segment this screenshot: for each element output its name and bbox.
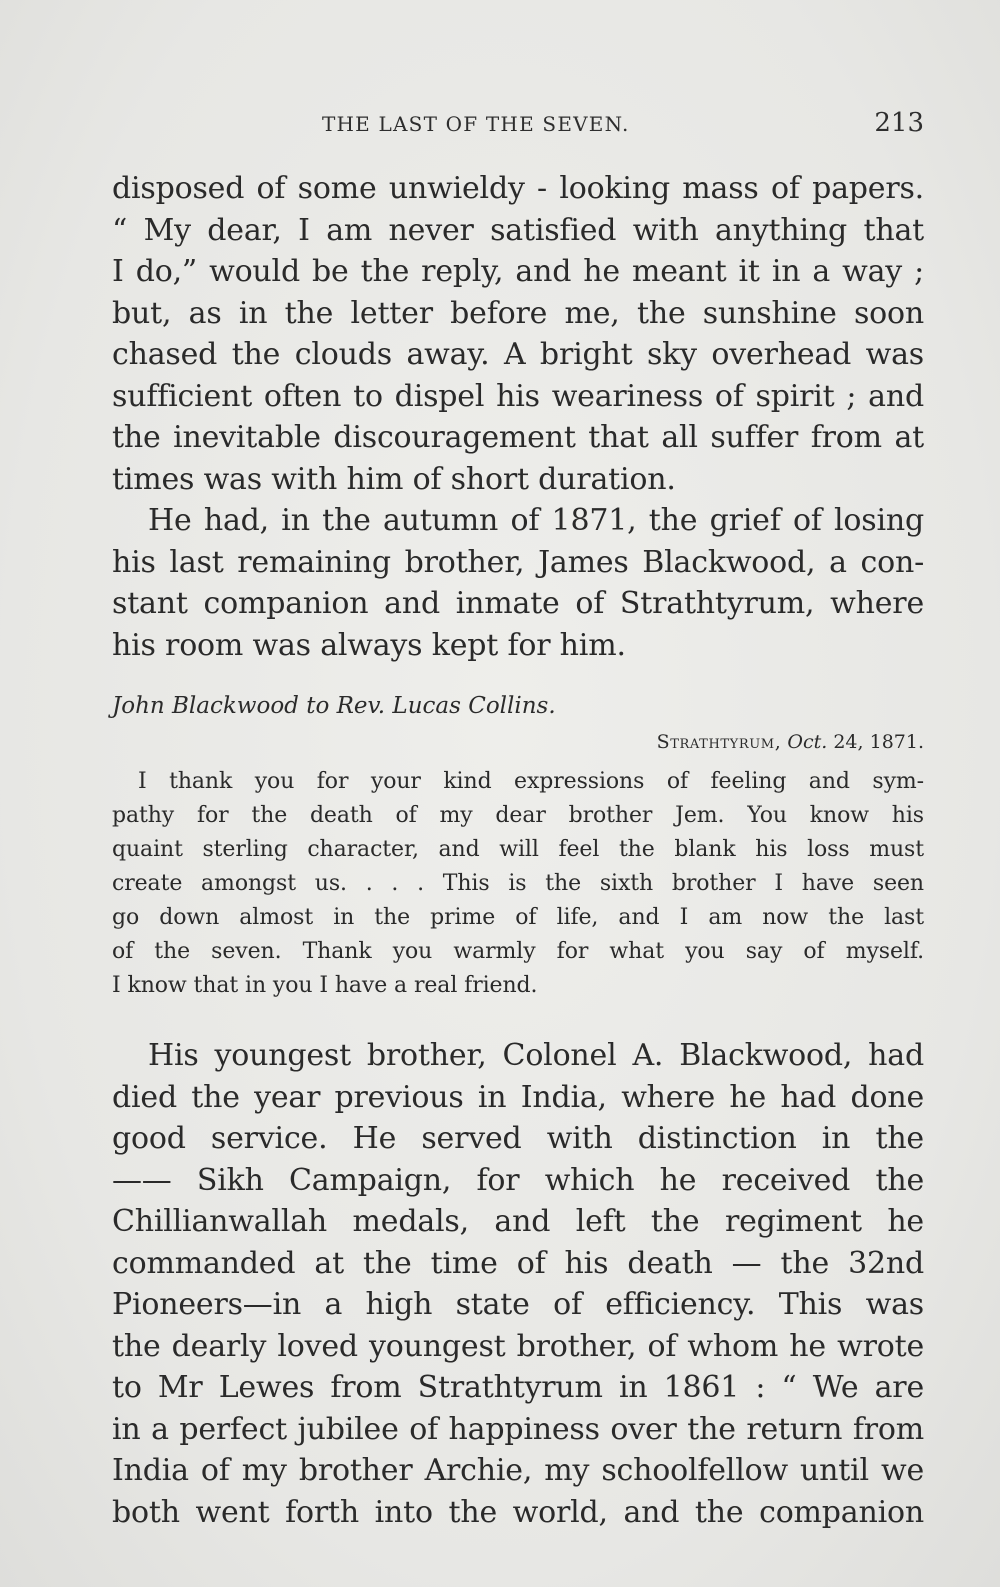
text-line: good service. He served with distinction in the xyxy=(112,1121,924,1156)
text-line: sufficient often to dispel his weariness of spirit ; and xyxy=(112,378,924,414)
letter-body xyxy=(112,765,924,1003)
paragraph-2 xyxy=(112,500,924,666)
text-line: chased the clouds away. A bright sky overhead was xyxy=(112,337,924,372)
text-line: but, as in the letter before me, the sunshine soon xyxy=(112,295,924,331)
text-line: of the seven. Thank you warmly for what you say of myself. xyxy=(112,939,924,964)
text-line: He had, in the autumn of 1871, the grief of losing xyxy=(148,503,924,538)
text-line: Chillianwallah medals, and left the regiment he xyxy=(112,1204,924,1239)
text-line: stant companion and inmate of Strathtyrum, where xyxy=(112,586,924,621)
letter-dateline xyxy=(657,731,924,753)
paragraph-1 xyxy=(112,168,924,500)
text-line: the inevitable discouragement that all suffer from at xyxy=(112,420,924,455)
text-line: I know that in you I have a real friend. xyxy=(112,973,538,998)
text-line: pathy for the death of my dear brother Jem. You know his xyxy=(112,803,924,828)
text-line: his room was always kept for him. xyxy=(112,627,626,663)
text-line: I thank you for your kind expressions of feeling and sym- xyxy=(138,769,924,794)
running-header xyxy=(112,108,924,140)
running-title: THE LAST OF THE SEVEN. xyxy=(322,112,630,136)
text-line: to Mr Lewes from Strathtyrum in 1861 : “ We are xyxy=(112,1370,924,1405)
text-line: commanded at the time of his death — the 32nd xyxy=(112,1245,924,1281)
text-line: died the year previous in India, where he had done xyxy=(112,1079,924,1115)
text-line: quaint sterling character, and will feel the blank his loss must xyxy=(112,837,924,862)
text-line: the dearly loved youngest brother, of whom he wrote xyxy=(112,1328,924,1364)
text-line: his last remaining brother, James Blackwood, a con- xyxy=(112,544,924,580)
text-line: “ My dear, I am never satisfied with anything that xyxy=(112,212,924,248)
text-line: I do,” would be the reply, and he meant it in a way ; xyxy=(112,254,924,289)
text-line: both went forth into the world, and the companion xyxy=(112,1494,924,1530)
paragraph-3 xyxy=(112,1035,924,1533)
text-line: in a perfect jubilee of happiness over the return from xyxy=(112,1411,924,1447)
text-line: —— Sikh Campaign, for which he received the xyxy=(112,1162,924,1198)
dateline-date: 24, 1871. xyxy=(833,731,924,753)
letter-heading: John Blackwood to Rev. Lucas Collins. xyxy=(112,693,556,719)
text-line: disposed of some unwieldy - looking mass of papers. xyxy=(112,171,924,206)
text-line: Pioneers—in a high state of efficiency. This was xyxy=(112,1287,924,1322)
page-number: 213 xyxy=(874,108,924,138)
text-line: create amongst us. . . . This is the sixth brother I have seen xyxy=(112,871,924,896)
dateline-month: Oct. xyxy=(787,731,828,753)
text-line: go down almost in the prime of life, and I am now the last xyxy=(112,905,924,930)
text-line: His youngest brother, Colonel A. Blackwood, had xyxy=(148,1038,924,1073)
text-line: times was with him of short duration. xyxy=(112,461,676,497)
dateline-place: Strathtyrum, xyxy=(656,731,782,753)
text-line: India of my brother Archie, my schoolfellow until we xyxy=(112,1453,924,1488)
